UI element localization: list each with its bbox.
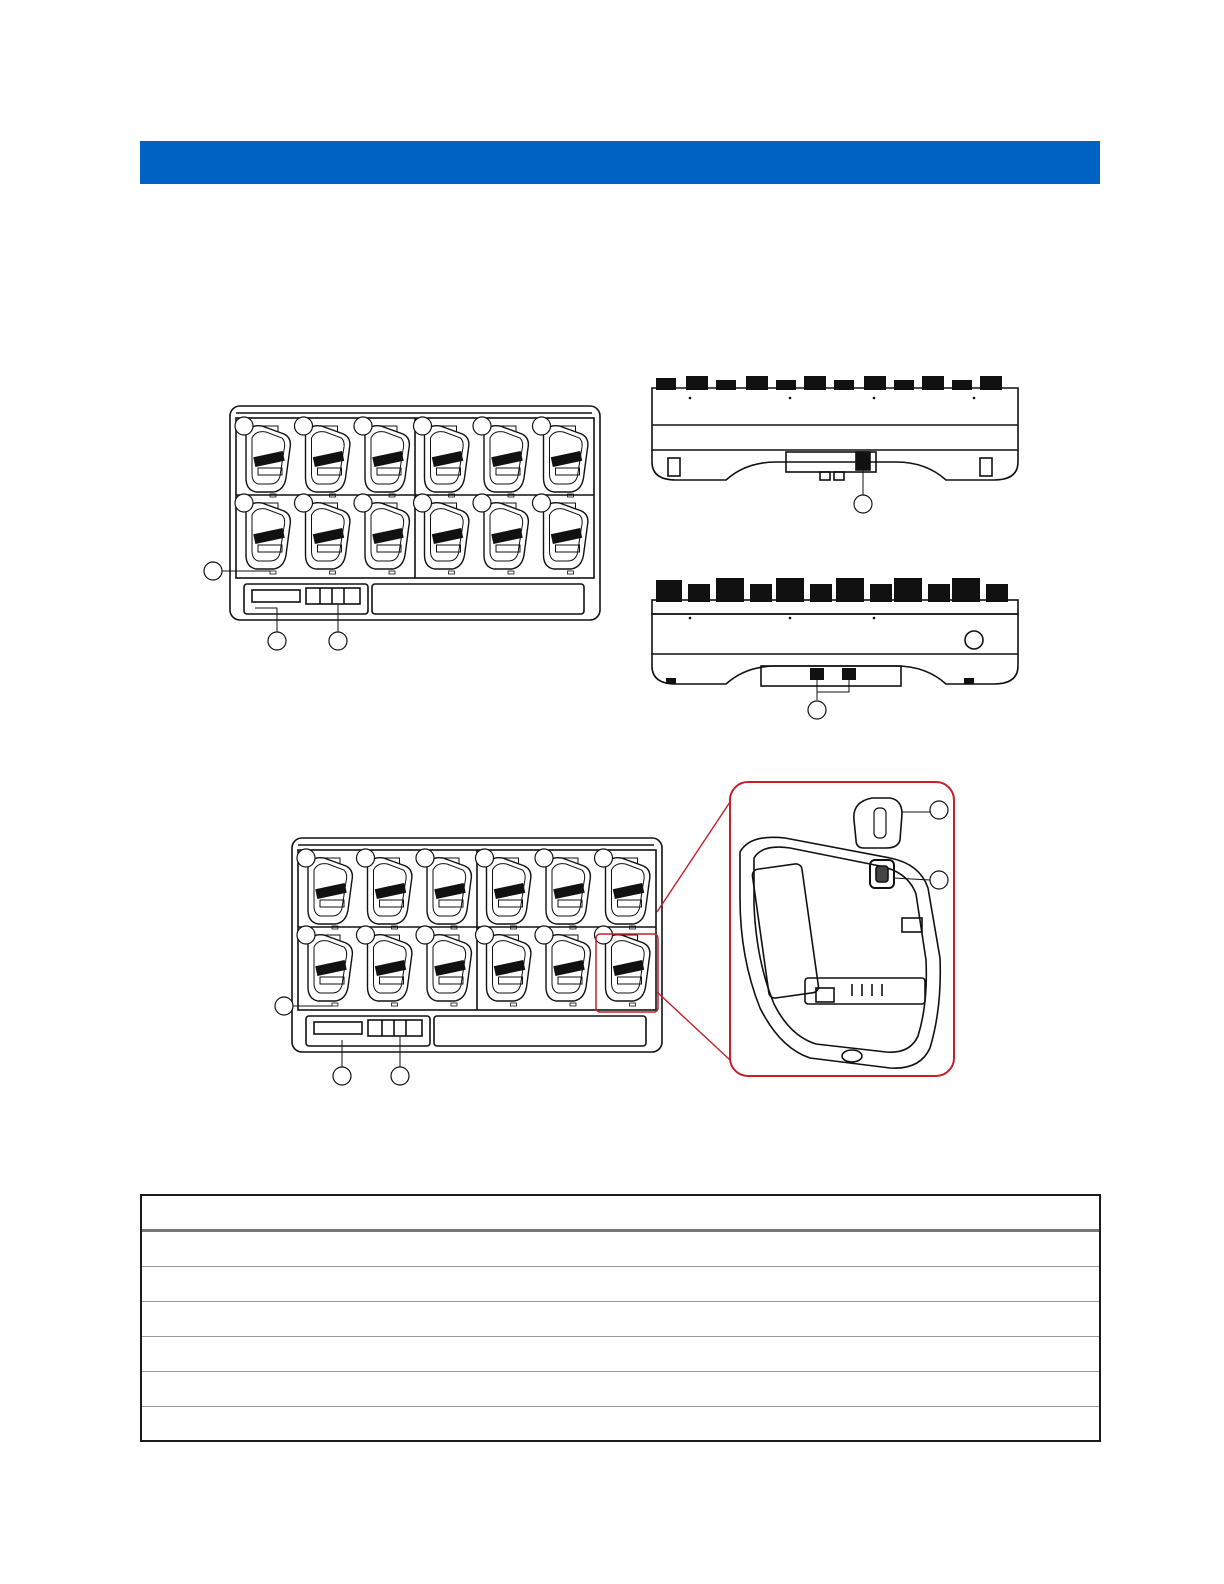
callout-circle	[414, 494, 432, 512]
charging-slot	[473, 494, 528, 574]
table-row	[142, 1232, 1099, 1267]
callout-circle	[414, 417, 432, 435]
callout-circle	[357, 849, 375, 867]
callout-circle	[930, 801, 948, 819]
callout-circle	[533, 417, 551, 435]
charging-slot	[414, 494, 469, 574]
charging-slot	[535, 849, 590, 929]
table-row	[142, 1372, 1099, 1407]
callout-circle	[297, 849, 315, 867]
charging-slot	[476, 849, 531, 929]
callout-circle	[535, 849, 553, 867]
charging-slot	[295, 417, 350, 497]
callout-circle	[354, 494, 372, 512]
callout-circle	[533, 494, 551, 512]
charging-slot	[416, 849, 471, 929]
callout-circle	[329, 632, 347, 650]
charging-slot	[416, 926, 471, 1006]
table-row	[142, 1302, 1099, 1337]
charger-top-view-drawing	[200, 398, 610, 658]
callout-circle	[354, 417, 372, 435]
callout-circle	[391, 1067, 409, 1085]
section-header-bar	[140, 141, 1100, 184]
charger-front-view	[646, 574, 1026, 724]
charger-top-view-upper	[200, 398, 610, 658]
charging-slot	[235, 494, 290, 574]
charging-slot	[414, 417, 469, 497]
callout-circle	[295, 494, 313, 512]
charging-slot	[476, 926, 531, 1006]
charging-slot	[535, 926, 590, 1006]
callout-circle	[333, 1067, 351, 1085]
table-header-row	[142, 1196, 1099, 1232]
charging-slot	[297, 849, 352, 929]
callout-circle	[275, 997, 293, 1015]
callout-circle	[416, 849, 434, 867]
charging-slot	[354, 417, 409, 497]
callout-circle	[535, 926, 553, 944]
callout-circle	[204, 562, 222, 580]
callout-circle	[235, 417, 253, 435]
charging-slot	[295, 494, 350, 574]
callout-circle	[476, 926, 494, 944]
callout-circle	[930, 871, 948, 889]
charging-slot	[357, 926, 412, 1006]
callout-circle	[295, 417, 313, 435]
legend-table	[140, 1194, 1101, 1442]
usb-pocket-detail-inset	[590, 778, 970, 1082]
callout-circle	[268, 632, 286, 650]
callout-circle	[473, 494, 491, 512]
table-row	[142, 1407, 1099, 1442]
charger-rear-view	[646, 370, 1026, 520]
callout-circle	[808, 701, 826, 719]
charging-slot	[235, 417, 290, 497]
callout-circle	[854, 495, 872, 513]
callout-circle	[357, 926, 375, 944]
callout-circle	[476, 849, 494, 867]
charging-slot	[533, 494, 588, 574]
callout-circle	[473, 417, 491, 435]
callout-circle	[416, 926, 434, 944]
charging-slot	[533, 417, 588, 497]
callout-circle	[297, 926, 315, 944]
charging-slot	[357, 849, 412, 929]
table-row	[142, 1337, 1099, 1372]
charging-slot	[354, 494, 409, 574]
charging-slot	[473, 417, 528, 497]
callout-circle	[235, 494, 253, 512]
charging-slot	[297, 926, 352, 1006]
table-row	[142, 1267, 1099, 1302]
